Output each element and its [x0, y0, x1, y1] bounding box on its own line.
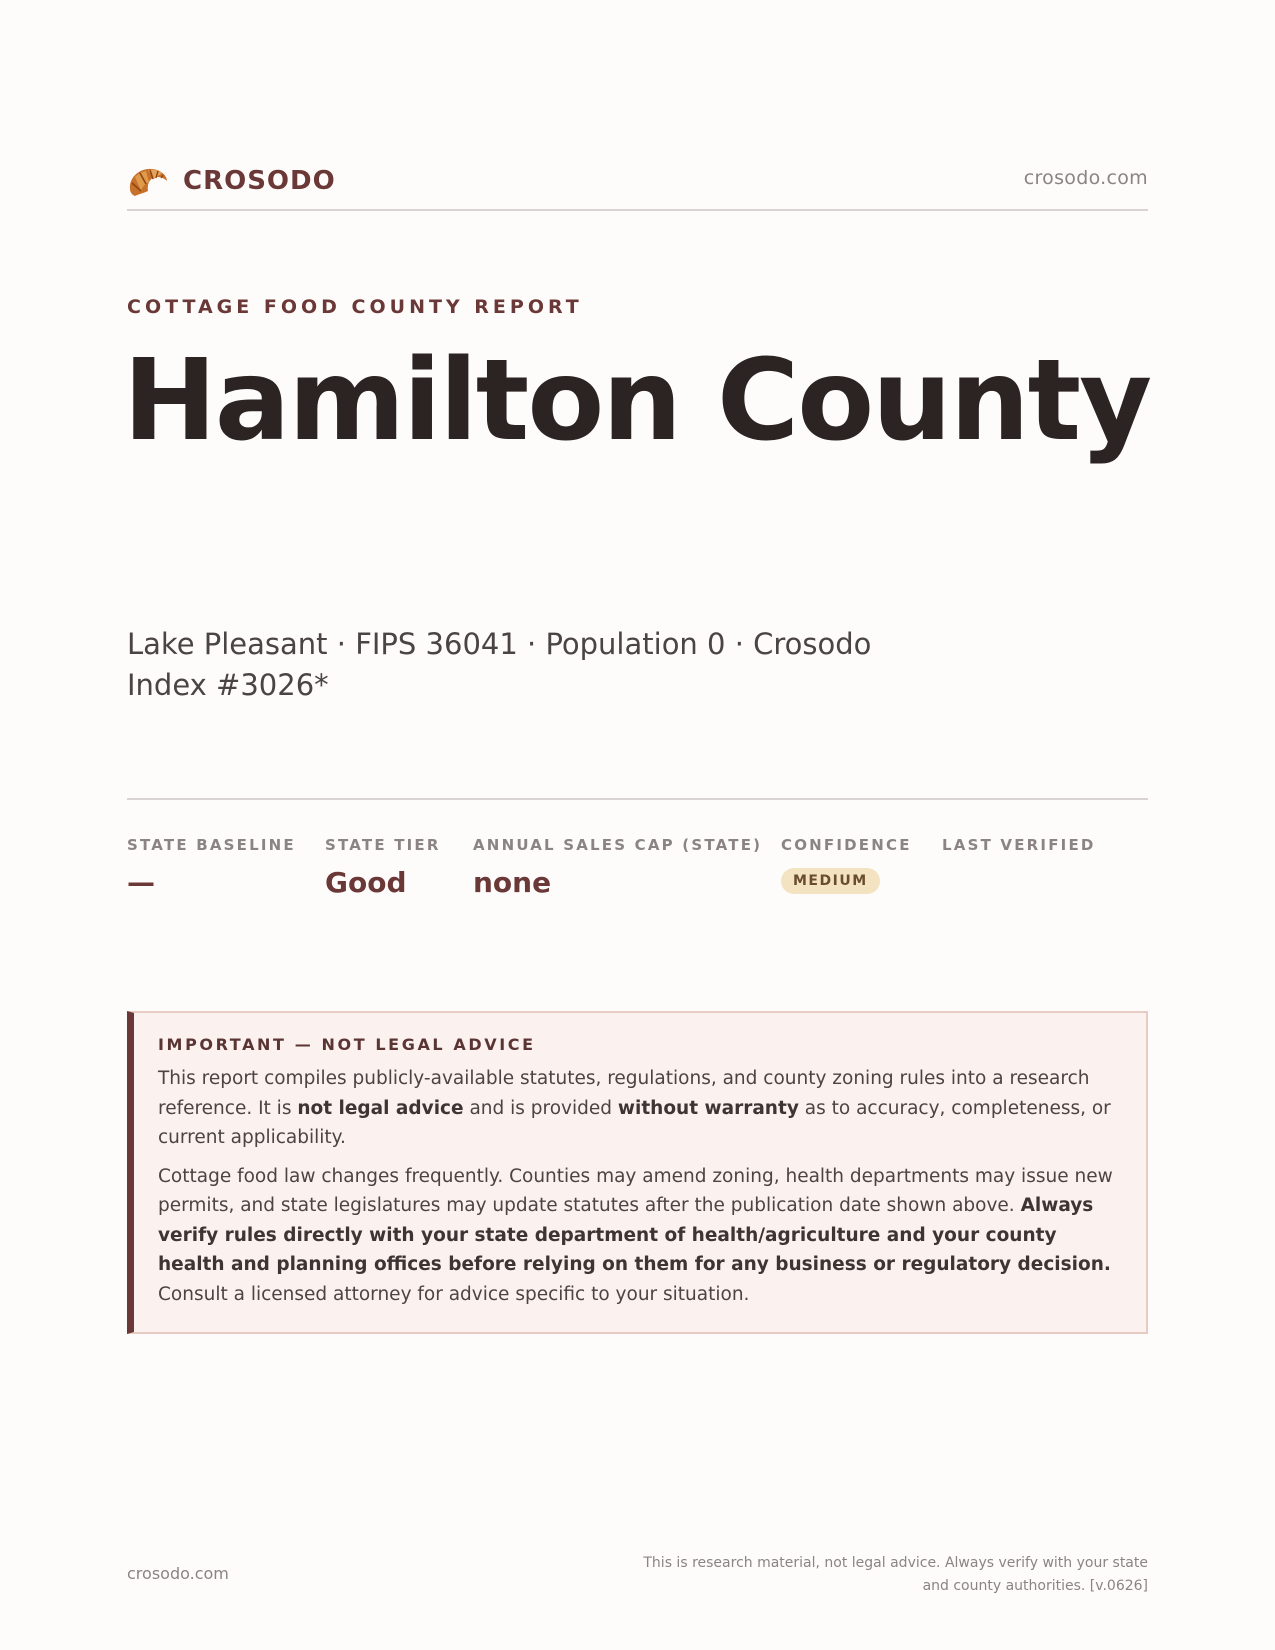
croissant-icon	[127, 163, 169, 199]
legal-notice	[127, 1011, 1148, 1334]
stat-value: —	[127, 866, 155, 899]
stat-label: LAST VERIFIED	[942, 836, 1096, 854]
page-title: Hamilton County	[123, 336, 1151, 466]
report-eyebrow: COTTAGE FOOD COUNTY REPORT	[127, 296, 583, 318]
brand[interactable]	[127, 163, 336, 199]
stat-label: STATE TIER	[325, 836, 441, 854]
county-subtitle: Lake Pleasant · FIPS 36041 · Population 0 · Crosodo Index #3026*	[127, 627, 872, 702]
brand-name: CROSODO	[183, 166, 336, 196]
stat-state-baseline	[127, 836, 325, 899]
report-page	[123, 0, 1151, 1650]
stat-last-verified	[942, 836, 1096, 899]
page-header	[127, 155, 1148, 211]
footer-site[interactable]: crosodo.com	[127, 1564, 229, 1583]
stat-label: STATE BASELINE	[127, 836, 296, 854]
notice-paragraph: Cottage food law changes frequently. Counties may amend zoning, health departments may issue new permits, and state legislatures may update statutes after the publication date shown above. Always verify rules directly with your state department of health/agriculture and your county health and planning offices before relying on them for any business or regulatory decision. Consult a licensed attorney for advice specific to your situation.	[158, 1165, 1113, 1305]
stats-row	[127, 798, 1148, 899]
notice-paragraph: This report compiles publicly-available statutes, regulations, and county zoning rules into a research reference. It is not legal advice and is provided without warranty as to accuracy, completeness, or current applicability.	[158, 1068, 1111, 1148]
stat-label: ANNUAL SALES CAP (STATE)	[473, 836, 763, 854]
notice-title: IMPORTANT — NOT LEGAL ADVICE	[158, 1035, 536, 1054]
stat-annual-sales-cap	[473, 836, 781, 899]
stat-value: Good	[325, 866, 407, 899]
confidence-badge: MEDIUM	[781, 868, 880, 894]
footer-disclaimer: This is research material, not legal advice. Always verify with your state and county authorities. [v.0626]	[643, 1555, 1148, 1594]
stat-confidence	[781, 836, 942, 899]
stat-label: CONFIDENCE	[781, 836, 912, 854]
stat-state-tier	[325, 836, 473, 899]
stat-value: none	[473, 866, 552, 899]
site-link[interactable]: crosodo.com	[1023, 167, 1148, 189]
